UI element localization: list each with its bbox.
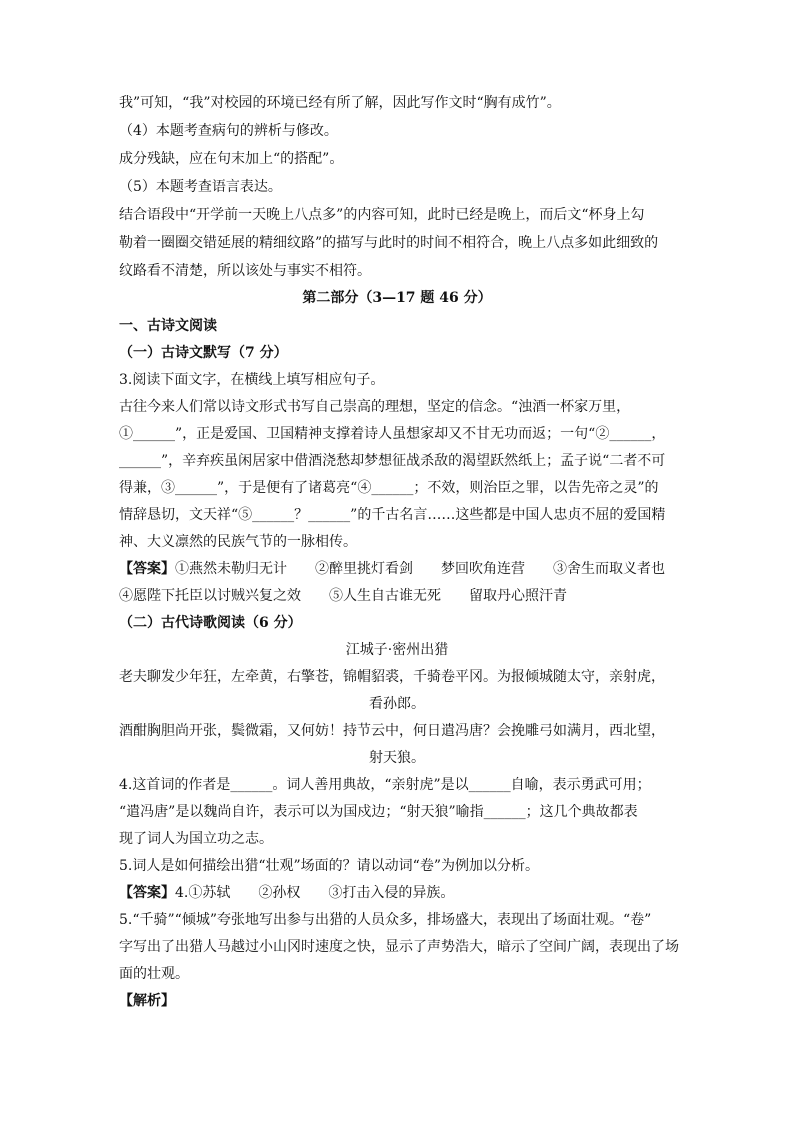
answer-text-line: 面的壮观。 <box>119 966 189 982</box>
answer-text: ①燕然未勒归无计 ②醉里挑灯看剑 梦回吹角连营 ③舍生而取义者也 <box>175 561 665 577</box>
poem-line: 射天狼。 <box>369 750 425 766</box>
section-heading: 一、古诗文阅读 <box>119 318 217 334</box>
question-3: 3.阅读下面文字，在横线上填写相应句子。 <box>119 372 385 388</box>
answer-label: 【答案】 <box>119 885 175 901</box>
question-5: 5.词人是如何描绘出猎“壮观”场面的？请以动词“卷”为例加以分析。 <box>119 858 539 874</box>
subsection-heading: （一）古诗文默写（7 分） <box>119 345 288 361</box>
question-4-line: 现了词人为国立功之志。 <box>119 831 273 847</box>
answer-text-line: 我”可知，“我”对校园的环境已经有所了解，因此写作文时“胸有成竹”。 <box>119 95 561 111</box>
answer-text-line: 结合语段中“开学前一天晚上八点多”的内容可知，此时已经是晚上，而后文“杯身上勾 <box>119 207 645 223</box>
passage-line: 情辞恳切，文天祥“⑤______？______”的千古名言……这些都是中国人忠贞不屈的爱国精 <box>119 507 666 523</box>
poem-line: 看孙郎。 <box>369 696 425 712</box>
subsection-heading: （二）古代诗歌阅读（6 分） <box>119 615 302 631</box>
answer-text-line: 5.“千骑”“倾城”夸张地写出参与出猎的人员众多，排场盛大，表现出了场面壮观。“卷” <box>119 912 652 928</box>
part-two-title: 第二部分（3—17 题 46 分） <box>302 290 492 306</box>
passage-line: ①______”，正是爱国、卫国精神支撑着诗人虽想家却又不甘无功而返；一句“②______， <box>119 426 666 442</box>
answer-text-line: ④愿陛下托臣以讨贼兴复之效 ⑤人生自古谁无死 留取丹心照汗青 <box>119 588 567 604</box>
poem-line: 酒酣胸胆尚开张，鬓微霜，又何妨！持节云中，何日遣冯唐？会挽雕弓如满月，西北望， <box>119 723 665 739</box>
passage-line: 得兼，③______”，于是便有了诸葛亮“④______；不效，则治臣之罪，以告先帝之灵”的 <box>119 480 659 496</box>
question-4: 4.这首词的作者是______。词人善用典故，“亲射虎”是以______自喻，表示勇武可用； <box>119 777 651 793</box>
poem-title: 江城子·密州出猎 <box>345 642 449 658</box>
answer-text-line: 字写出了出猎人马越过小山冈时速度之快，显示了声势浩大，暗示了空间广阔，表现出了场 <box>119 939 679 955</box>
answer-text-line: 成分残缺，应在句末加上“的搭配”。 <box>119 151 344 167</box>
analysis-label: 【解析】 <box>119 993 175 1009</box>
question-note-5: （5）本题考查语言表达。 <box>119 179 282 195</box>
passage-line: 古往今来人们常以诗文形式书写自己崇高的理想，坚定的信念。“浊酒一杯家万里， <box>119 399 631 415</box>
passage-line: 神、大义凛然的民族气节的一脉相传。 <box>119 534 357 550</box>
question-note-4: （4）本题考查病句的辨析与修改。 <box>119 123 338 139</box>
answer-text-line: 纹路看不清楚，所以该处与事实不相符。 <box>119 263 371 279</box>
poem-line: 老夫聊发少年狂，左牵黄，右擎苍，锦帽貂裘，千骑卷平冈。为报倾城随太守，亲射虎， <box>119 669 665 685</box>
passage-line: ______”，辛弃疾虽闲居家中借酒浇愁却梦想征战杀敌的渴望跃然纸上；孟子说“二者不可 <box>119 453 666 469</box>
answer-label: 【答案】 <box>119 561 175 577</box>
answer-line <box>119 559 665 579</box>
answer-line <box>119 883 454 903</box>
answer-text-line: 勒着一圈圈交错延展的精细纹路”的描写与此时的时间不相符合，晚上八点多如此细致的 <box>119 235 659 251</box>
question-4-line: “遣冯唐”是以魏尚自许，表示可以为国戍边；“射天狼”喻指______；这几个典故都表 <box>119 804 638 820</box>
answer-text: 4.①苏轼 ②孙权 ③打击入侵的异族。 <box>175 885 455 901</box>
